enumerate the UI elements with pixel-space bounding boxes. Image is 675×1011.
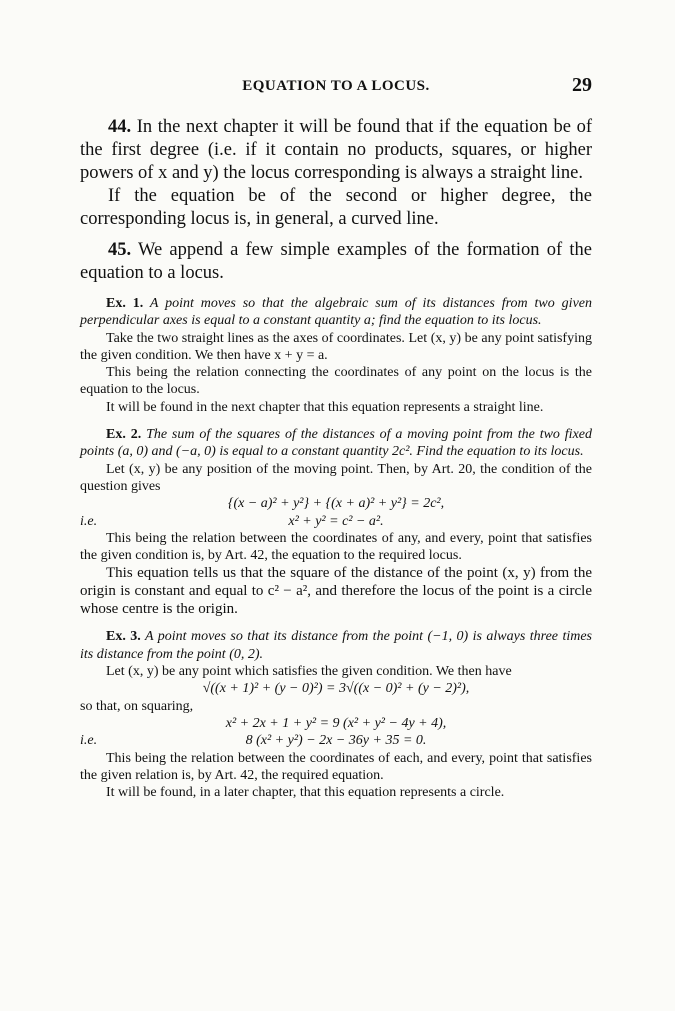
example-3-label: Ex. 3. [106,629,141,645]
example-2-equation-2: x² + y² = c² − a². [288,513,384,529]
article-44-text: In the next chapter it will be found that if the equation be of the first degree (i.e. if it contain no products, squares, or higher powers of x and y) the locus corresponding is always a straight line. [80,117,592,183]
page-number: 29 [572,74,592,96]
example-2-paragraph-2: This being the relation between the coordinates of any, and every, point that satisfies the given condition is, by Art. 42, the equation to the required locus. [80,530,592,564]
example-1-statement [80,295,592,330]
example-2-paragraph-3: This equation tells us that the square of the distance of the point (x, y) from the origin is constant and equal to c² − a², and therefore the locus of the point is a circle whose centre is the origin. [80,565,592,618]
header-title: EQUATION TO A LOCUS. [242,78,430,94]
example-3-statement [80,628,592,663]
running-header [80,74,592,104]
example-2-statement-text: The sum of the squares of the distances of a moving point from the two fixed points (a, 0) and (−a, 0) is equal to a constant quantity 2c². Find the equation to its locus. [80,427,592,460]
example-2-equation-1: {(x − a)² + y²} + {(x + a)² + y²} = 2c², [227,496,445,512]
example-1-paragraph-2: This being the relation connecting the coordinates of any point on the locus is the equation to the locus. [80,365,592,398]
example-2-label: Ex. 2. [106,427,142,443]
example-3-ie: i.e. [80,733,98,749]
example-1-paragraph-1: Take the two straight lines as the axes of coordinates. Let (x, y) be any point satisfying the given condition. We then have x + y = a. [80,330,592,363]
example-3-equation-1: √((x + 1)² + (y − 0)²) = 3√((x − 0)² + (y − 2)²), [202,681,470,697]
article-44-paragraph-2: If the equation be of the second or higher degree, the corresponding locus is, in general, a curved line. [80,186,592,229]
article-45 [80,239,592,285]
article-44-number: 44. [108,117,132,137]
example-1-statement-text: A point moves so that the algebraic sum of its distances from two given perpendicular axes is equal to a constant quantity a; find the equation to its locus. [80,296,592,329]
example-2-statement [80,426,592,461]
example-3-equation-2: x² + 2x + 1 + y² = 9 (x² + y² − 4y + 4), [225,715,447,731]
article-45-number: 45. [108,240,132,260]
page [80,74,592,801]
example-2-equation-2-row [80,513,592,530]
example-1 [80,295,592,416]
example-1-label: Ex. 1. [106,296,144,311]
article-45-text: We append a few simple examples of the formation of the equation to a locus. [80,240,592,283]
example-3-paragraph-3: This being the relation between the coordinates of each, and every, point that satisfies the given relation is, by Art. 42, the required equation. [80,750,592,783]
example-3-paragraph-2: so that, on squaring, [80,698,194,714]
example-3-equation-3-row [80,732,592,749]
example-1-paragraph-3: It will be found in the next chapter that this equation represents a straight line. [106,399,544,415]
example-3-equation-3: 8 (x² + y²) − 2x − 36y + 35 = 0. [245,733,427,749]
example-2-ie: i.e. [80,513,98,529]
article-44-paragraph [80,116,592,185]
example-3-paragraph-4: It will be found, in a later chapter, that this equation represents a circle. [106,785,505,801]
example-3 [80,628,592,801]
article-45-paragraph [80,239,592,285]
example-3-statement-text: A point moves so that its distance from the point (−1, 0) is always three times its distance from the point (0, 2). [80,629,592,662]
example-2 [80,426,592,618]
article-44 [80,116,592,231]
example-2-paragraph-1: Let (x, y) be any position of the moving point. Then, by Art. 20, the condition of the question gives [80,461,592,494]
example-3-paragraph-1: Let (x, y) be any point which satisfies the given condition. We then have [106,664,512,680]
